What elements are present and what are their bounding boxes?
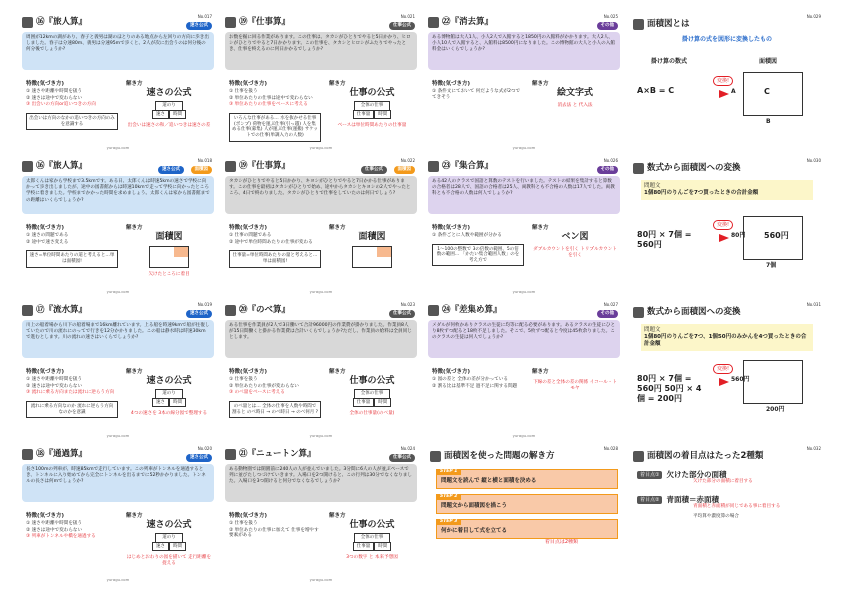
question-text: 長さ100mの列車が、時速85kmで走行しています。この列車がトンネルを通過するとき、トンネルに入り始めてから完全にトンネルを出るまでに52秒かかりました。トンネルの長さは何mでしょうか? [22,464,214,502]
feature-item: ② 速さは途中で変わらない [26,527,83,533]
step-box [436,469,618,489]
features-section [432,222,524,266]
title-square-icon [633,451,644,462]
card-header [22,14,214,30]
features-section [229,510,321,540]
cheatsheet-grid [22,14,822,586]
height-label: A [731,88,736,95]
method-section [329,366,415,417]
step-label: STEP 1 [436,469,461,475]
feature-item: ③ 列車がトンネルや橋を通過する [26,534,96,540]
watermark: yuragu.com [106,145,130,151]
title-square-icon [225,449,236,460]
watermark: yuragu.com [309,145,333,151]
feature-item: ① 条件ごとに人数や範囲が分かる [432,232,502,238]
method-title: 解き方 [126,225,143,231]
area-highlight [377,247,391,257]
question-box [641,180,813,200]
feature-item: ② 途中で単位時間あたりの仕事が変わる [229,239,313,245]
card-number: No.029 [806,14,821,19]
card-header [428,302,620,318]
area-value: 560円 [764,231,789,240]
watermark: yuragu.com [512,289,536,295]
card-header [633,448,821,464]
note-box: 出会いは方向のなかの追いつきの方向のみを意識する [26,113,118,130]
card-header [430,448,618,464]
card-title: ㉔『差集め算』 [442,304,502,315]
formula-top: 道のり [155,101,183,110]
height-label: 560円 [731,376,750,383]
title-square-icon [633,163,644,174]
card-number: No.017 [197,14,212,19]
formula-top: 道のり [155,533,183,542]
watermark: yuragu.com [106,289,130,295]
method-title: 解き方 [126,81,143,87]
formula-right: 時間 [374,110,391,120]
watermark: yuragu.com [309,433,333,439]
problem-card [22,158,214,297]
watermark: yuragu.com [106,433,130,439]
area-value: C [764,87,770,96]
formula-bottom [353,398,392,408]
method-title: 解き方 [126,513,143,519]
card-title: 面積図を使った問題の解き方 [444,450,555,461]
features-title: 特徴(気づき方) [26,369,65,375]
step-label: STEP 2 [436,494,461,500]
formula-triangle [329,533,415,551]
method-title: 解き方 [532,81,549,87]
question-text: 1個80円のりんごを7つ買ったときの合計金額 [644,189,759,196]
equation: 80円 × 7個 = 560円 50円 × 4個 = 200円 [637,374,702,403]
feature-item: ① 速さや距離や時間を扱う [26,376,83,382]
watermark: yuragu.com [512,433,536,439]
question-label: 問題文 [644,183,661,189]
problem-card [631,446,823,585]
formula-bottom [152,542,186,552]
category-badge: 速さ公式 [186,310,212,318]
step-text: 何かに着目して式を立てる [441,528,508,534]
focus-label: 着目点② [637,496,662,504]
features-section [26,222,118,268]
card-header [225,302,417,318]
question-text: 川上の船着場から川下の船着場まで16km離れています。上る船を時速9kmで船が往復していたので川の流れにのってで行きを12分かかりました。この船は静水時は時速30kmで進むとします。川の流れの速さはいくらでしょうか? [22,320,214,358]
formula-title: 絵文字式 [556,87,593,98]
card-title: ⑲『仕事算』 [239,16,291,27]
problem-card [631,158,823,297]
method-title: 解き方 [329,225,346,231]
formula-bottom [353,542,392,552]
area-diagram [149,246,189,268]
card-number: No.025 [603,14,618,19]
features-title: 特徴(気づき方) [229,225,268,231]
features-title: 特徴(気づき方) [26,513,65,519]
features-section [229,222,321,268]
method-section [329,510,415,561]
width-label: B [766,118,771,125]
feature-item: ② 単位あたりの仕事が変わらない [229,383,299,389]
formula-title: 仕事の公式 [349,87,395,98]
method-note: 欠けたところに着目 [148,272,190,278]
diagram-label: 面積図 [759,58,778,65]
question-text: タカシがひとりでやると5日かかり、キヨシがひとりでやると7日かかる仕事があります。この仕事を最初はタカシがひとりで始め、途中からタカシとキヨシの2人でやったところ、4日で終わりました。タカシがひとりで仕事をしていたのは何日でしょう? [225,176,417,214]
question-text: ある仕事を作業員が2人で3日働いて合計96000円の作業費が掛かりました。作業員8人が15日間働くと掛かる作業費は合計いくらでしょうか?ただし、作業員の給料は全員同じとします。 [225,320,417,358]
feature-item: ① 仕事を扱う [229,520,258,526]
note-box: のべ量とは… 全体の仕事を人数や時間で割ると のべ時日 → のべ時日 → のべ何月 ? [229,401,321,418]
card-number: No.019 [197,302,212,307]
card-title: ⑱『通過算』 [36,448,88,459]
category-badge: その他 [597,22,619,30]
title-square-icon [633,19,644,30]
method-title: 解き方 [329,513,346,519]
method-note: はじめとおわりの図を描いて 走行距離を捉える [126,555,212,567]
feature-item: ① 仕事を扱う [229,376,258,382]
method-note: ベースは単位時間あたりの仕事量 [337,123,407,129]
feature-item: ① 速さや距離や時間を扱う [26,520,83,526]
title-square-icon [22,161,33,172]
watermark: yuragu.com [106,577,130,583]
focus-label: 着目点① [637,471,662,479]
formula-bottom [152,398,186,408]
card-title: ⑳『のべ算』 [239,304,291,315]
formula-right: 時間 [169,542,186,552]
features-section [229,78,321,142]
features-title: 特徴(気づき方) [432,369,471,375]
card-number: No.031 [806,302,821,307]
step-box [436,494,618,514]
card-number: No.022 [400,158,415,163]
method-section [532,366,618,391]
area-rectangle [743,72,803,116]
formula-left: 仕事量 [353,398,375,408]
watermark: yuragu.com [512,145,536,151]
card-title: 面積図の着目点はたった2種類 [647,450,764,461]
feature-item: ② 割る比は基準不足 過不足に関する問題 [432,383,518,389]
features-title: 特徴(気づき方) [26,81,65,87]
note-box: 仕事量=単位時間あたりの量と考えると…単は面積図! [229,250,321,267]
card-header [428,158,620,174]
card-number: No.024 [400,446,415,451]
formula-right: 時間 [374,398,391,408]
feature-item: ① 速さの問題である [26,232,69,238]
formula-right: 時間 [374,542,391,552]
formula-title: 仕事の公式 [349,375,395,386]
card-header [22,302,214,318]
method-title: 解き方 [329,369,346,375]
method-note: 4つの速さを 3本の線分図で整理する [130,411,208,417]
formula-triangle [329,101,415,119]
problem-card [428,158,620,297]
formula-top: 道のり [155,389,183,398]
method-title: 解き方 [532,369,549,375]
problem-card [22,302,214,441]
method-note: 3つの数字 と 本来予想図 [346,555,398,561]
width-label: 200円 [766,406,785,413]
note-box: 速さ=単位時間あたりの道と考えると…単は面積図! [26,250,118,267]
height-label: 80円 [731,232,746,239]
watermark: yuragu.com [309,289,333,295]
formula-label: 掛け算の数式 [651,58,688,65]
features-title: 特徴(気づき方) [229,369,268,375]
method-section [532,222,618,259]
category-badge: その他 [597,166,619,174]
convert-arrow-icon [719,378,729,386]
equation: A×B = C [637,86,675,95]
area-diagram [352,246,392,268]
feature-item: ① 仕事の問題である [229,232,272,238]
card-title: ⑯『旅人算』 [36,16,88,27]
area-rectangle [743,216,803,260]
title-square-icon [22,449,33,460]
method-note: ダブルカウントを引く トリプルカウントを引く [533,247,617,258]
card-header [225,158,417,174]
features-section [432,366,524,390]
step-label: STEP 3 [436,519,461,525]
formula-top: 全体の仕事 [354,533,391,542]
method-title: 解き方 [126,369,143,375]
step-text: 問題文から面積図を描こう [441,503,508,509]
features-section [26,510,118,541]
card-title: 数式から面積図への変換 [647,306,741,317]
formula-title: 速さの公式 [146,375,192,386]
card-title: ⑲『仕事算』 [239,160,291,171]
formula-right: 時間 [169,398,186,408]
feature-item: ③ 出会いの方向or追いつきの方向 [26,102,96,108]
question-text: 周囲が12kmの湖があり、春子と義男は湖のほとりのある地点から左回りの方向に歩き出しました。春子は分速80m、義男は分速95mで歩くと、2人が次に出会うのは何分後の何分後でしょうか? [22,32,214,70]
category-badge-2: 面積図 [191,166,213,174]
feature-item: ② 単位あたりの仕事に加えて 仕事を増やす要素がある [229,527,319,539]
category-badge-2: 面積図 [394,166,416,174]
method-section [126,510,212,567]
method-section [126,222,212,278]
method-title: 解き方 [532,225,549,231]
card-header [633,16,821,32]
category-badge: その他 [597,310,619,318]
width-label: 7個 [766,262,777,269]
card-header [22,446,214,462]
features-title: 特徴(気づき方) [432,225,471,231]
feature-item: ② 単位あたりの仕事は途中で変わらない [229,95,313,101]
card-number: No.028 [603,446,618,451]
step-box [436,519,618,539]
card-number: No.023 [400,302,415,307]
formula-title: 面積図 [155,231,183,242]
method-section [532,78,618,109]
formula-right: 時間 [169,110,186,120]
note-box: 1〜100の整数で 3の倍数の範囲、5の倍数の範囲… 「かたい集合範囲人数」のを考え方で [432,244,524,267]
category-badge: 仕事公式 [389,454,415,462]
title-square-icon [428,17,439,28]
problem-card [225,446,417,585]
features-section [229,366,321,418]
focus-title: 青面積＝赤面積 [666,495,719,505]
question-box [641,324,813,351]
features-title: 特徴(気づき方) [229,513,268,519]
card-title: ㉒『消去算』 [442,16,494,27]
feature-item: ② 速さは途中で変わらない [26,383,83,389]
title-square-icon [22,17,33,28]
card-number: No.027 [603,302,618,307]
title-square-icon [225,305,236,316]
formula-title: 面積図 [358,231,386,242]
problem-card [631,14,823,153]
feature-item: ③ 単位あたりの仕事をベースに考える [229,102,308,108]
method-section [126,78,212,129]
problem-card [428,302,620,441]
method-note: 下線の差と全体の差の関係 イコール・トモヤ [533,379,617,391]
card-number: No.032 [806,446,821,451]
card-title: ㉓『集合算』 [442,160,494,171]
watermark: yuragu.com [309,577,333,583]
card-header [633,304,821,320]
feature-item: ② 途中で速さ変える [26,239,69,245]
formula-triangle [126,389,212,407]
focus-point [637,470,817,479]
card-header [225,14,417,30]
title-square-icon [428,305,439,316]
formula-triangle [329,389,415,407]
method-section [126,366,212,417]
area-rectangle [743,360,803,404]
card-title: ⑰『流水算』 [36,304,88,315]
subtitle: 掛け算の式を図形に変換したもの [681,36,772,43]
feature-item: ① 速さや距離や時間を扱う [26,88,83,94]
formula-bottom [353,110,392,120]
problem-card [22,14,214,153]
question-text: 1個80円のりんごを7つ、1個50円のみかんを4つ買ったときの合計金額 [644,333,807,347]
focus-subnote: 平均算や濃度算の場合 [693,514,739,520]
card-header [225,446,417,462]
card-number: No.021 [400,14,415,19]
method-section [329,78,415,129]
card-title: 面積図とは [647,18,690,29]
category-badge: 仕事公式 [389,310,415,318]
equation: 80円 × 7個 = 560円 [637,230,692,249]
problem-card [428,446,620,585]
feature-item: ③ のべ量をベースに考える [229,390,285,396]
category-badge: 速さ公式 [158,166,184,174]
title-square-icon [633,307,644,318]
features-section [26,78,118,130]
formula-top: 全体の仕事 [354,101,391,110]
formula-left: 速さ [152,542,169,552]
features-section [432,78,524,101]
features-title: 特徴(気づき方) [26,225,65,231]
problem-card [631,302,823,441]
title-square-icon [428,161,439,172]
convert-arrow-icon [719,90,729,98]
method-section [329,222,415,271]
method-note: 出会いは速さの和／追いつきは速さの差 [127,123,211,129]
formula-title: ベン図 [561,231,589,242]
problem-card [225,158,417,297]
card-header [633,160,821,176]
title-square-icon [430,451,441,462]
focus-title: 欠けた部分の面積 [666,470,727,479]
title-square-icon [225,161,236,172]
formula-title: 速さの公式 [146,87,192,98]
step-text: 問題文を読んで 縦と横と面積を決める [441,478,537,484]
question-text: ある博物館は大人1人、小人2人で入館すると1850円の入館料がかかります。大人2人、小人10人で入館すると、入館料は8500円になりました。この博物館の大人と小人の入館料金はいくらでしょうか? [428,32,620,70]
card-title: ㉑『ニュートン算』 [239,448,316,459]
convert-label: 変換! [713,76,733,86]
problem-card [225,302,417,441]
focus-note: 青面積と赤面積が同じである事に着目する [693,504,781,510]
problem-card [22,446,214,585]
question-text: お数を掘に回る作業があります。この仕事は、タカシがひとりでやると5日かかり、ヒロシがひとりでやると7日かかります。この仕事を、タカシとヒロシがふたりでやったとき、仕事を終えるのに何日かかるでしょうか? [225,32,417,70]
formula-left: 速さ [152,398,169,408]
features-title: 特徴(気づき方) [432,81,471,87]
features-title: 特徴(気づき方) [229,81,268,87]
card-number: No.026 [603,158,618,163]
formula-left: 仕事量 [353,542,375,552]
step-note: 着目点は2種類 [544,539,578,545]
formula-title: 速さの公式 [146,519,192,530]
card-title: 数式から面積図への変換 [647,162,741,173]
question-text: ある動物園では開園前に240人の人が並んでいました。3分間に6人の人が並ぶペースで列に並びたしつづけていきます。入場口を2つ開けると、この行列は30分でなくなりました。入場口を3つ開けると何分でなくなるでしょうか? [225,464,417,502]
features-section [26,366,118,418]
focus-note: 欠けた部分の面積に着目する [693,479,753,485]
method-note: 全体の仕事量(のべ量) [349,411,395,417]
note-box: 流れに乗る方向なのか 流れに逆らう方向なのかを意識 [26,401,118,418]
category-badge: 速さ公式 [186,22,212,30]
convert-label: 変換! [713,364,733,374]
card-header [428,14,620,30]
formula-title: 仕事の公式 [349,519,395,530]
method-title: 解き方 [329,81,346,87]
category-badge: 速さ公式 [186,454,212,462]
card-number: No.030 [806,158,821,163]
category-badge: 仕事公式 [389,22,415,30]
question-text: ある42人のクラスで国語と算数のテストを行いました。テストの結果を集計すると算数の合格者は28人で、国語の合格者は25人、両教科とも不合格の人数は17人でした。両教科とも不合格の人数は何人でしょうか? [428,176,620,214]
question-text: 太郎くんは家から学校まで3.5kmです。ある日、太郎くんは時速5kmの速さで学校に向かって歩き出しましたが、途中の図書館からは時速10kmで走って学校に向かったところ学校に着きました。学校までかかった時間を求めましょう。太郎くんは家から図書館までの距離はいくらでしょうか? [22,176,214,214]
convert-label: 変換! [713,220,733,230]
feature-item: ① 図の差と 全体の差が分かっている [432,376,508,382]
method-note: 消去法 と 代入法 [557,103,593,109]
title-square-icon [22,305,33,316]
question-text: メダルが何枚かありクラスの生徒に均等に配る必要があります。あるクラスの生徒にひとり8枚ずつ配ると18枚不足しました。そこで、5枚ずつ配ると今度は45枚余りました。このクラスの生徒は何人でしょうか? [428,320,620,358]
formula-triangle [126,101,212,119]
feature-item: ① 仕事を扱う [229,88,258,94]
formula-top: 全体の仕事 [354,389,391,398]
formula-bottom [152,110,186,120]
question-label: 問題文 [644,327,661,333]
convert-arrow-icon [719,234,729,242]
card-number: No.018 [197,158,212,163]
formula-triangle [126,533,212,551]
formula-left: 仕事量 [353,110,375,120]
card-title: ⑯『旅人算』 [36,160,88,171]
feature-item: ③ 流れに乗る方向または流れに逆らう方向 [26,390,115,396]
card-number: No.020 [197,446,212,451]
title-square-icon [225,17,236,28]
card-header [22,158,214,174]
feature-item: ② 速さは途中で変わらない [26,95,83,101]
note-box: いろんな仕事がある… 水を抜かせる仕事(ポンプ) 荷物を運ぶ仕事(引っ越) 人を集める仕事(募集) 人が運ぶ仕事(運搬) サケットでの仕事(単調入力の人数) [229,113,321,142]
area-highlight [174,247,188,257]
problem-card [225,14,417,153]
category-badge: 仕事公式 [361,166,387,174]
problem-card [428,14,620,153]
feature-item: ① 条件文にておいて 何だような式が2つでてきそう [432,88,521,100]
formula-left: 速さ [152,110,169,120]
